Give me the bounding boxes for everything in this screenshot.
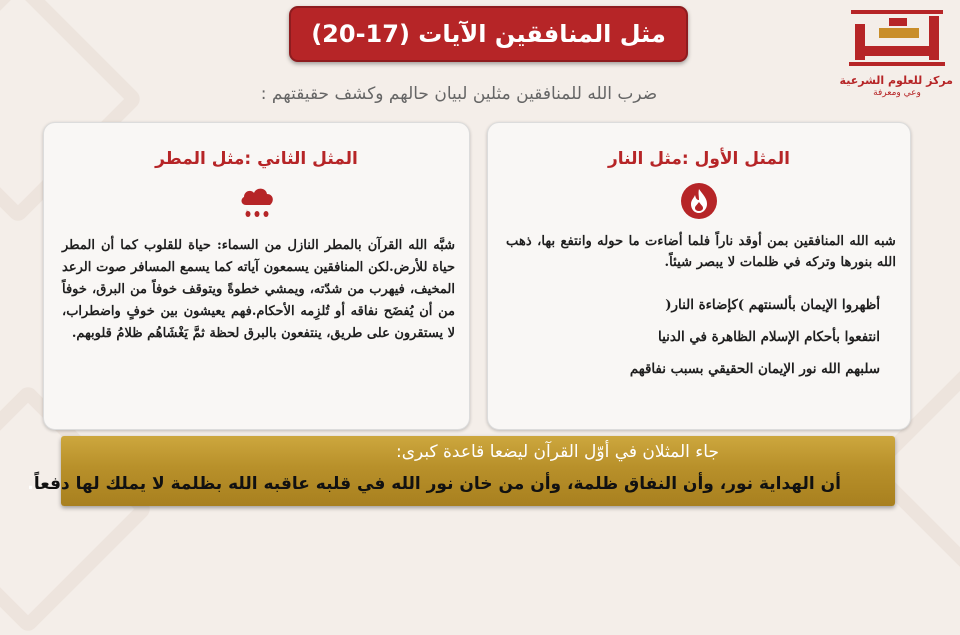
fire-card-text: شبه الله المنافقين بمن أوقد ناراً فلما أضاءت ما حوله وانتفع بها، ذهب الله بنورها وتركه في ظلمات لا يبصر شيئاً. — [507, 234, 897, 270]
list-item: انتفعوا بأحكام الإسلام الظاهرة في الدنيا — [659, 329, 881, 345]
fire-icon — [680, 181, 720, 225]
fire-parable-card — [488, 122, 912, 430]
list-item: أظهروا الإيمان بألسنتهم )كإضاءة النار( — [666, 297, 881, 313]
page-title-text: مثل المنافقين الآيات (17-20) — [312, 20, 667, 48]
logo — [842, 6, 954, 116]
logo-tagline: وعي ومعرفة — [874, 88, 922, 98]
page-title — [290, 6, 689, 62]
intro-text: ضرب الله للمنافقين مثلين لبيان حالهم وكشف حقيقتهم : — [261, 84, 659, 104]
conclusion-line-1: جاء المثلان في أوّل القرآن ليضعا قاعدة كبرى: — [396, 442, 720, 462]
rain-parable-card — [44, 122, 471, 430]
rain-card-title: المثل الثاني :مثل المطر — [156, 149, 359, 169]
rain-card-text: شبَّه الله القرآن بالمطر النازل من السماء: حياة للقلوب كما أن المطر حياة للأرض.لكن المنافقين يسمعون آياته كما يسمع المسافر صوت الرعد المخيف، فيهرب من شدّته، ويمشي خطوةً ويتوقف خوفاً من البرق، خوفاً من أن يُفضَح نفاقه أو تُلزِمه الأحكام.فهم يعيشون بين خوفٍ واضطراب، لا يستقرون على طريق، ينتفعون بالبرق لحظة ثمَّ يَغْشَاهُم ظلامُ قلوبهم. — [63, 238, 456, 341]
logo-mark — [846, 6, 950, 74]
fire-card-title: المثل الأول :مثل النار — [608, 149, 792, 169]
list-item: سلبهم الله نور الإيمان الحقيقي بسبب نفاقهم — [630, 361, 881, 377]
logo-subtitle: مركز للعلوم الشرعية — [840, 74, 954, 87]
rain-cloud-icon — [237, 181, 279, 227]
conclusion-banner — [28, 436, 896, 506]
conclusion-line-2-text: أن الهداية نور، وأن النفاق ظلمة، وأن من خان نور الله في قلبه عاقبه الله بظلمة لا يملك لها دفعاً — [34, 474, 842, 494]
logo-name: إحكام — [896, 44, 900, 45]
fire-points-list — [631, 297, 881, 393]
conclusion-line-2 — [28, 474, 842, 494]
conclusion-end-mark: . — [28, 474, 35, 494]
